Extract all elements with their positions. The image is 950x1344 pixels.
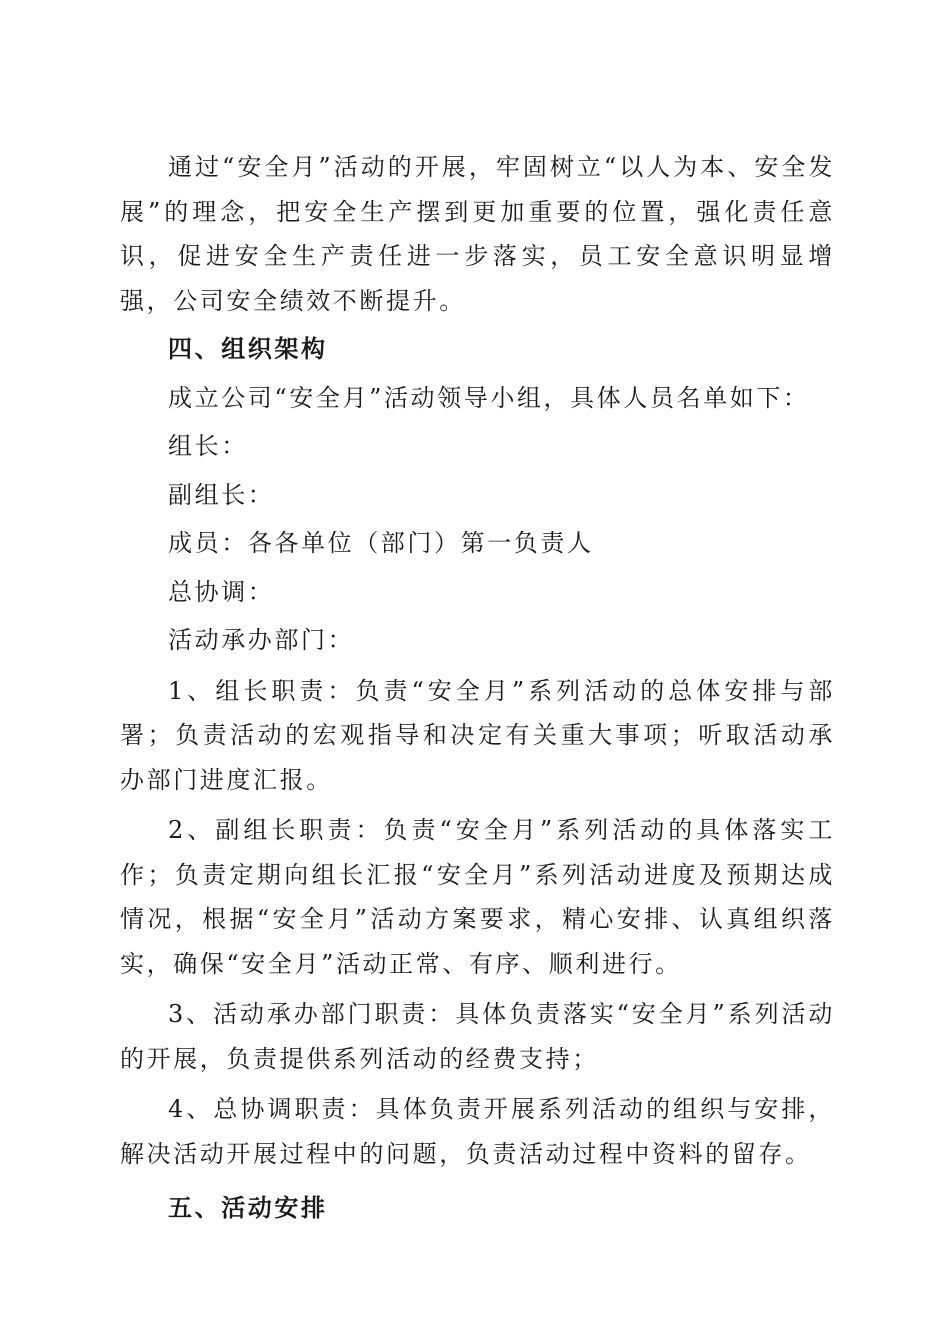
- leader-duty-paragraph: 1、组长职责：负责“安全月”系列活动的总体安排与部署；负责活动的宏观指导和决定有关重大事项；听取活动承办部门进度汇报。: [120, 676, 835, 794]
- organizing-department-line: 活动承办部门：: [168, 626, 355, 654]
- document-body: [120, 145, 835, 1231]
- members-line: 成员：各各单位（部门）第一负责人: [168, 529, 594, 557]
- leading-group-paragraph: 成立公司“安全月”活动领导小组，具体人员名单如下：: [168, 383, 810, 412]
- department-duty-paragraph: 3、活动承办部门职责：具体负责落实“安全月”系列活动的开展，负责提供系列活动的经费支持；: [120, 1000, 835, 1073]
- deputy-duty-paragraph: 2、副组长职责：负责“安全月”系列活动的具体落实工作；负责定期向组长汇报“安全月”系列活动进度及预期达成情况，根据“安全月”活动方案要求，精心安排、认真组织落实，确保“安全月”活动正常、有序、顺利进行。: [120, 816, 835, 978]
- coordinator-duty-paragraph: 4、总协调职责：具体负责开展系列活动的组织与安排，解决活动开展过程中的问题，负责活动过程中资料的留存。: [120, 1095, 835, 1168]
- leader-line: 组长：: [168, 432, 248, 460]
- deputy-leader-line: 副组长：: [168, 480, 275, 509]
- coordinator-line: 总协调：: [168, 577, 275, 606]
- section-heading-organization: 四、组织架构: [168, 335, 328, 363]
- intro-paragraph: 通过“安全月”活动的开展，牢固树立“以人为本、安全发展”的理念，把安全生产摆到更加重要的位置，强化责任意识，促进安全生产责任进一步落实，员工安全意识明显增强，公司安全绩效不断提升。: [120, 153, 835, 315]
- section-heading-activity-plan: 五、活动安排: [168, 1194, 328, 1222]
